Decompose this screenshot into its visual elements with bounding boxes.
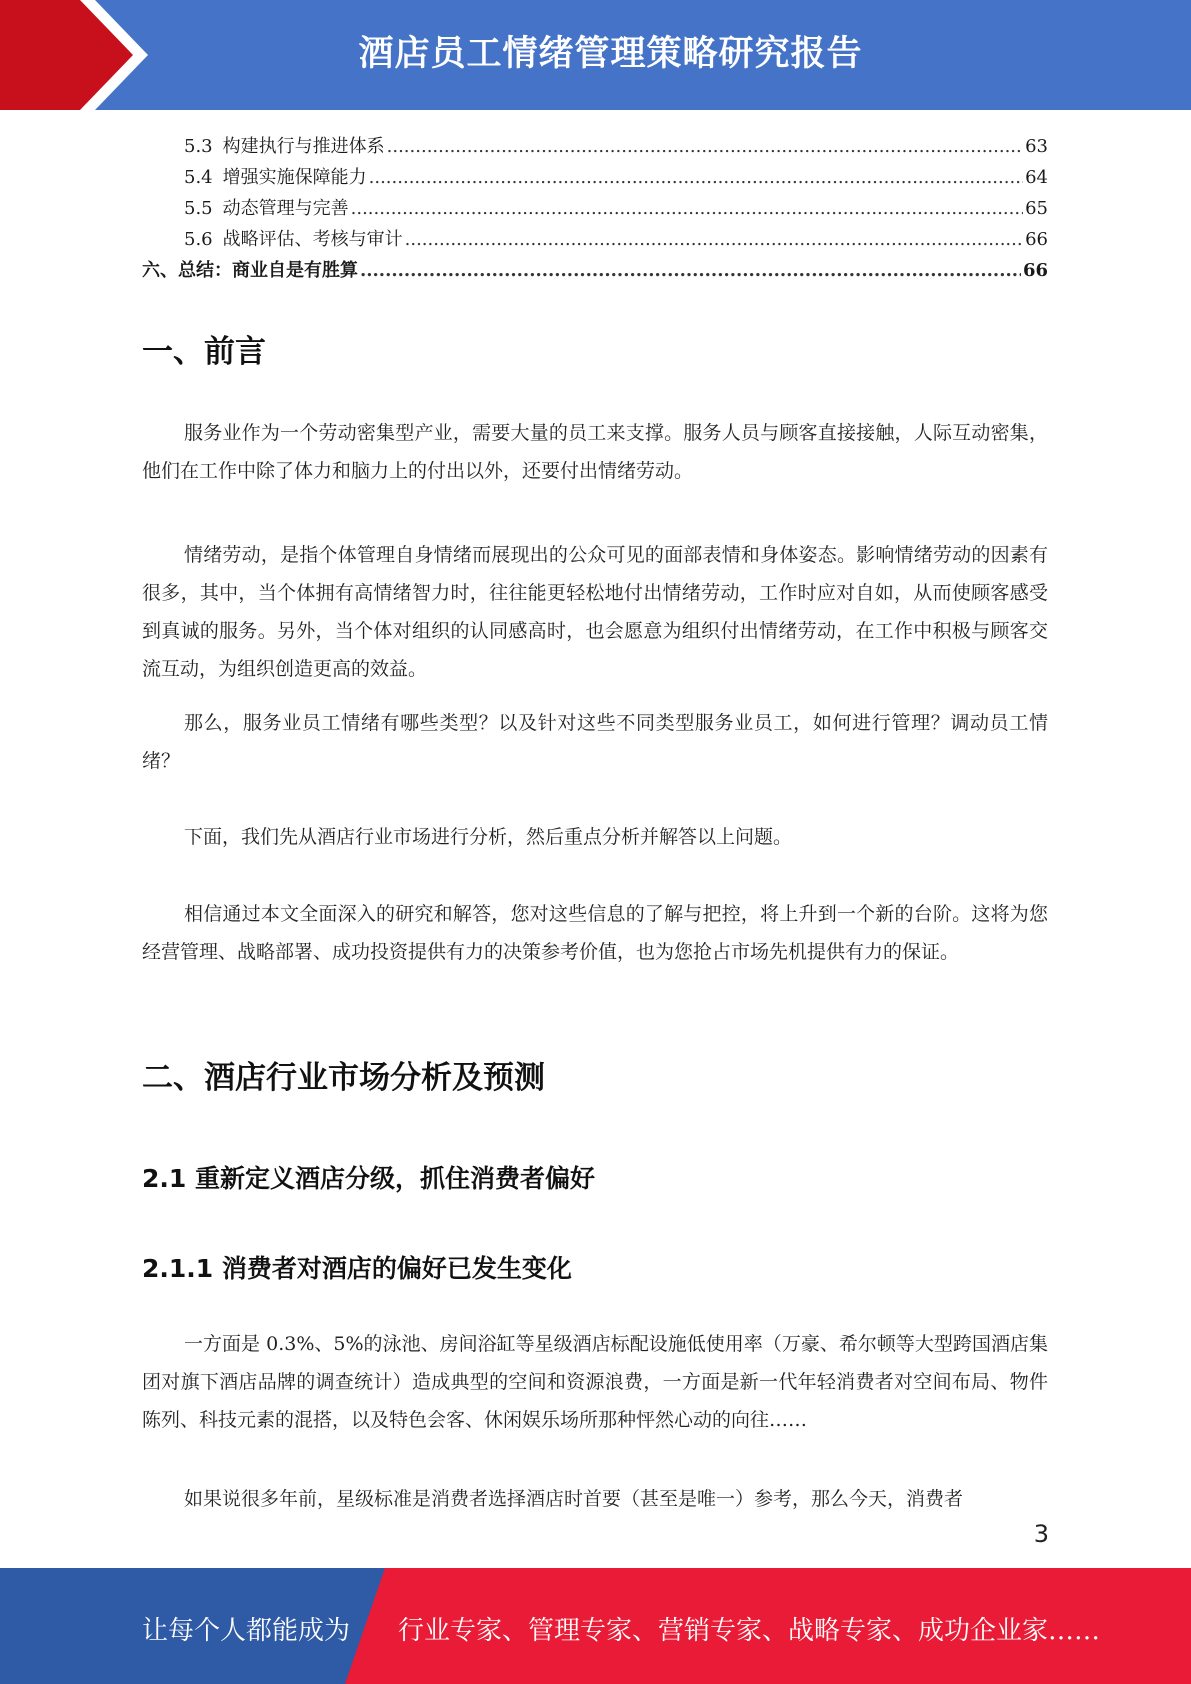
section-heading-preface: 一、前言 [142,334,266,370]
toc-dot-leader [387,131,1023,162]
subsection-heading-2-1: 2.1 重新定义酒店分级，抓住消费者偏好 [142,1164,595,1193]
toc-entry-number: 5.4 [184,167,213,188]
toc-entry[interactable] [142,224,1048,255]
toc-entry-title: 增强实施保障能力 [222,167,367,188]
footer-slogan-right: 行业专家、管理专家、营销专家、战略专家、成功企业家…… [398,1616,1101,1646]
toc-entry-page: 66 [1025,229,1048,250]
toc-dot-leader [360,255,1021,286]
page-footer [0,1568,1191,1684]
paragraph: 如果说很多年前，星级标准是消费者选择酒店时首要（甚至是唯一）参考，那么今天，消费者 [184,1488,964,1510]
toc-entry-number: 5.3 [184,136,213,157]
paragraph: 那么，服务业员工情绪有哪些类型？以及针对这些不同类型服务业员工，如何进行管理？调动员工情绪？ [142,712,1048,772]
toc-dot-leader [351,193,1023,224]
toc-entry-title: 动态管理与完善 [222,198,349,219]
paragraph: 下面，我们先从酒店行业市场进行分析，然后重点分析并解答以上问题。 [184,826,793,848]
section-heading-market-analysis: 二、酒店行业市场分析及预测 [142,1060,545,1096]
table-of-contents [142,131,1048,286]
subsection-heading-2-1-1: 2.1.1 消费者对酒店的偏好已发生变化 [142,1254,572,1283]
toc-entry-title: 六、总结：商业自是有胜算 [142,260,358,281]
paragraph: 情绪劳动，是指个体管理自身情绪而展现出的公众可见的面部表情和身体姿态。影响情绪劳动的因素有很多，其中，当个体拥有高情绪智力时，往往能更轻松地付出情绪劳动，工作时应对自如，从而使顾客感受到真诚的服务。另外，当个体对组织的认同感高时，也会愿意为组织付出情绪劳动，在工作中积极与顾客交流互动，为组织创造更高的效益。 [142,544,1048,680]
toc-entry-page: 63 [1025,136,1048,157]
toc-entry[interactable] [142,255,1048,286]
toc-entry-title: 构建执行与推进体系 [222,136,385,157]
toc-entry-number: 5.6 [184,229,213,250]
page-number: 3 [1033,1520,1049,1548]
toc-entry[interactable] [142,193,1048,224]
report-title: 酒店员工情绪管理策略研究报告 [358,34,863,74]
toc-entry[interactable] [142,162,1048,193]
toc-dot-leader [405,224,1023,255]
toc-entry-page: 65 [1025,198,1048,219]
page-header [0,0,1191,110]
toc-entry-number: 5.5 [184,198,213,219]
paragraph: 服务业作为一个劳动密集型产业，需要大量的员工来支撑。服务人员与顾客直接接触，人际互动密集，他们在工作中除了体力和脑力上的付出以外，还要付出情绪劳动。 [142,422,1048,482]
paragraph: 一方面是 0.3%、5%的泳池、房间浴缸等星级酒店标配设施低使用率（万豪、希尔顿等大型跨国酒店集团对旗下酒店品牌的调查统计）造成典型的空间和资源浪费，一方面是新一代年轻消费者对空间布局、物件陈列、科技元素的混搭，以及特色会客、休闲娱乐场所那种怦然心动的向往…… [142,1333,1048,1431]
toc-entry-page: 64 [1025,167,1048,188]
paragraph: 相信通过本文全面深入的研究和解答，您对这些信息的了解与把控，将上升到一个新的台阶。这将为您经营管理、战略部署、成功投资提供有力的决策参考价值，也为您抢占市场先机提供有力的保证。 [142,903,1048,963]
footer-slogan-left: 让每个人都能成为 [142,1616,351,1646]
toc-dot-leader [369,162,1023,193]
toc-entry-title: 战略评估、考核与审计 [222,229,403,250]
toc-entry[interactable] [142,131,1048,162]
toc-entry-page: 66 [1022,260,1048,281]
